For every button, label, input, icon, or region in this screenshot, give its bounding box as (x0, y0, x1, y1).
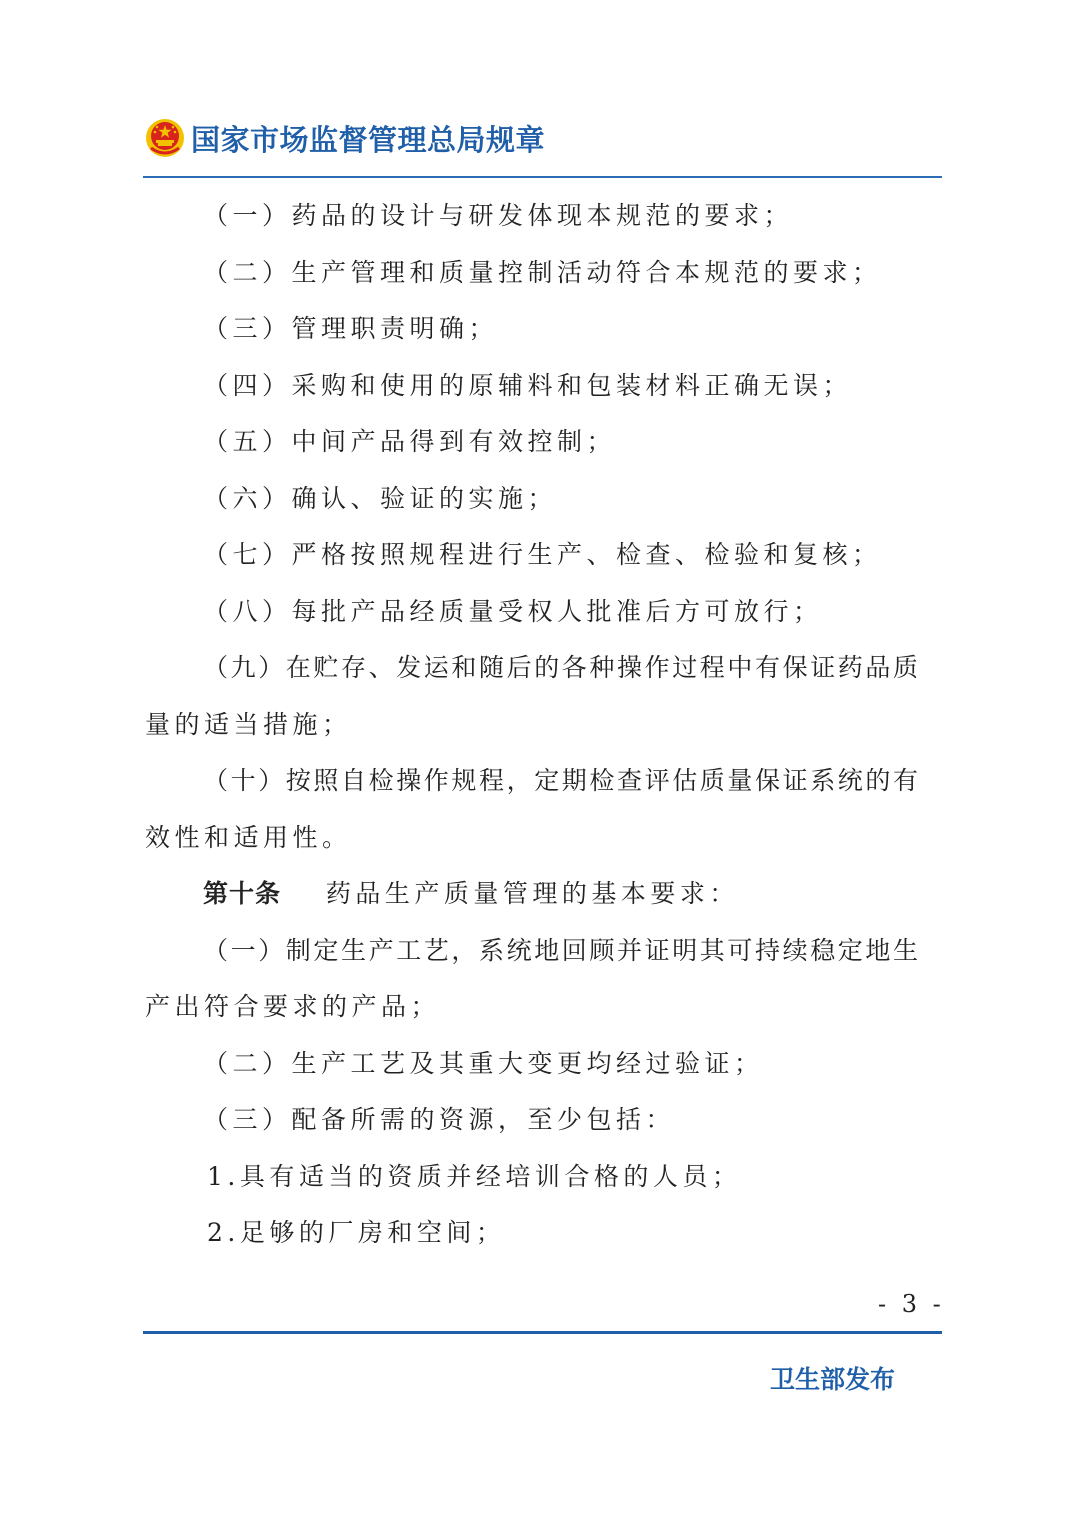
paragraph-line: （七）严格按照规程进行生产、检查、检验和复核； (203, 540, 882, 569)
paragraph-line: 1.具有适当的资质并经培训合格的人员； (207, 1161, 742, 1191)
paragraph-line: 2.足够的厂房和空间； (207, 1218, 506, 1247)
paragraph-line: （五）中间产品得到有效控制； (203, 427, 617, 456)
header-title: 国家市场监督管理总局规章 (191, 122, 546, 157)
paragraph-line: 效性和适用性。 (145, 822, 352, 852)
paragraph-line: （十）按照自检操作规程，定期检查评估质量保证系统的有 (203, 766, 921, 795)
paragraph-line: （九）在贮存、发运和随后的各种操作过程中有保证药品质 (203, 653, 921, 682)
article-heading-text: 药品生产质量管理的基本要求： (325, 879, 739, 908)
header-divider (143, 176, 942, 178)
page-number: - 3 - (878, 1290, 945, 1318)
article-label: 第十条 (203, 879, 282, 908)
article-line (145, 866, 940, 923)
paragraph-line: （八）每批产品经质量受权人批准后方可放行； (203, 596, 823, 626)
paragraph-line: （二）生产管理和质量控制活动符合本规范的要求； (203, 257, 882, 287)
paragraph-line: （四）采购和使用的原辅料和包装材料正确无误； (203, 370, 853, 400)
paragraph-line: （一）制定生产工艺，系统地回顾并证明其可持续稳定地生 (203, 935, 921, 965)
paragraph-line: （一）药品的设计与研发体现本规范的要求； (203, 201, 794, 230)
paragraph-line: 产出符合要求的产品； (145, 992, 441, 1021)
paragraph-line: （二）生产工艺及其重大变更均经过验证； (203, 1048, 764, 1078)
paragraph-line: 量的适当措施； (145, 709, 352, 739)
document-header (145, 116, 545, 160)
document-body (145, 188, 940, 1262)
footer-divider (143, 1331, 942, 1334)
paragraph-line: （六）确认、验证的实施； (203, 483, 558, 513)
paragraph-line: （三）管理职责明确； (203, 314, 499, 343)
national-emblem-icon (145, 118, 185, 158)
paragraph-line: （三）配备所需的资源，至少包括： (203, 1105, 676, 1134)
publisher-label: 卫生部发布 (770, 1365, 896, 1394)
